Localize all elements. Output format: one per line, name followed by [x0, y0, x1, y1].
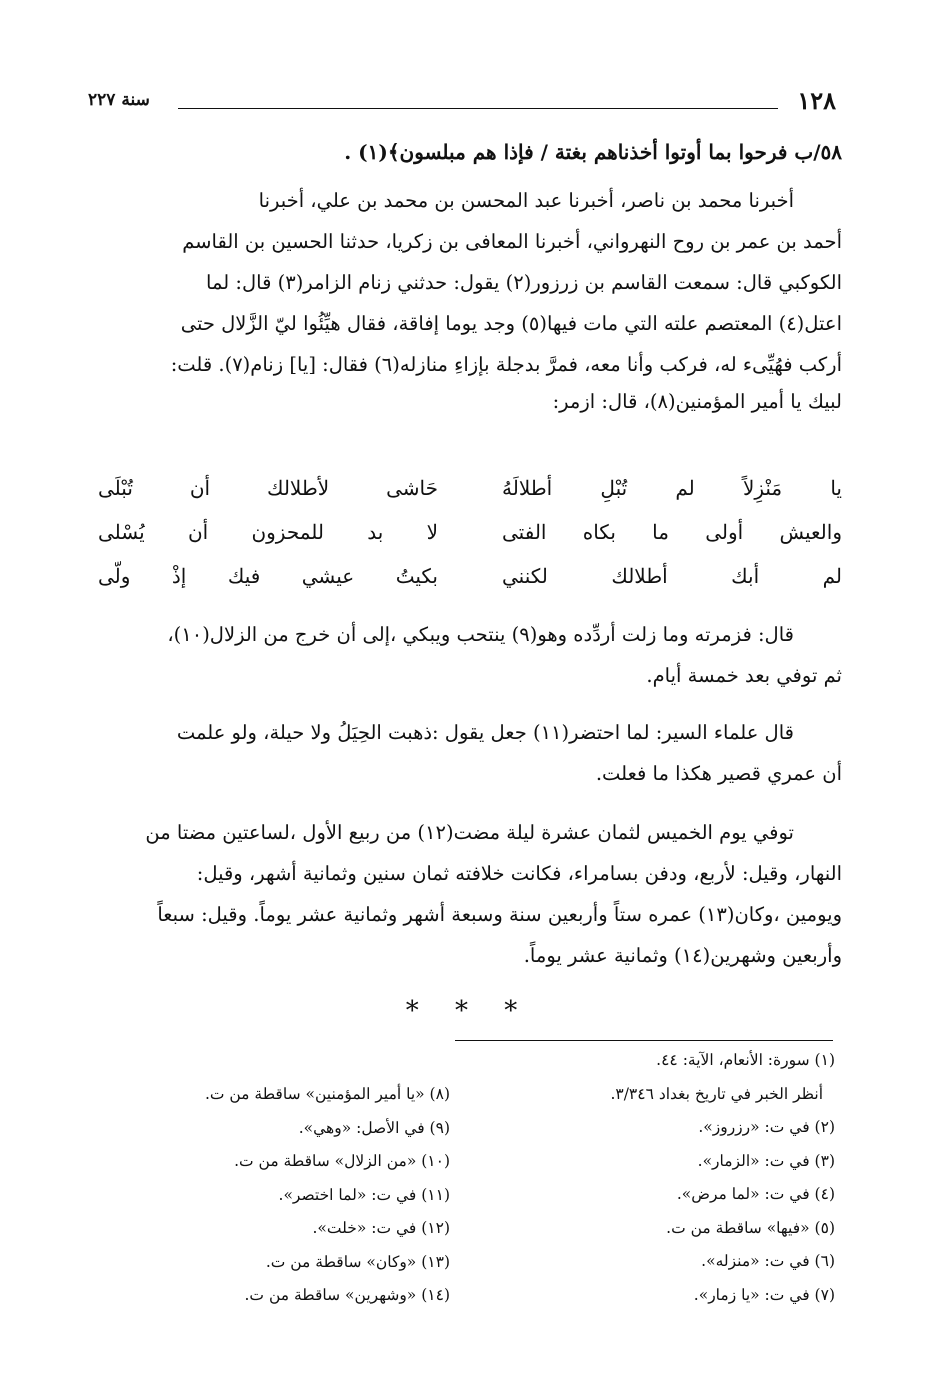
footnote: (٧) في ت: «يا زمار».: [693, 1285, 835, 1304]
text-line: أركب فهُيِّىء له، فركب وأنا معه، فمرَّ بدجلة بإزاءِ منازله(٦) فقال: [يا] زنام(٧). قلت:: [170, 353, 842, 376]
footnote: (٤) في ت: «لما مرض».: [676, 1185, 835, 1203]
footnote: (١٢) في ت: «خلت».: [312, 1219, 450, 1237]
footnote: (١١) في ت: «لما اختصر».: [278, 1185, 450, 1204]
paragraph-last-words: [98, 712, 842, 794]
poem-verse: [98, 466, 842, 510]
text-line: توفي يوم الخميس لثمان عشرة ليلة مضت(١٢) من ربيع الأول ،لساعتين مضتا من: [145, 821, 794, 844]
text-line: ويومين ،وكان(١٣) عمره ستاً وأربعين سنة وسبعة أشهر وثمانية عشر يوماً. وقيل: سبعاً: [157, 903, 842, 926]
poem-verse: [98, 510, 842, 554]
text-line: اعتل(٤) المعتصم علته التي مات فيها(٥) وجد يوما إفاقة، فقال هيِّئُوا ليّ الزَّلال حتى: [180, 312, 842, 335]
footnote: (٦) في ت: «منزله».: [701, 1252, 835, 1270]
paragraph-isnad: [98, 180, 842, 419]
footnote: (٨) «يا أمير المؤمنين» ساقطة من ت.: [204, 1085, 450, 1103]
footnote: (١٤) «وشهرين» ساقطة من ت.: [244, 1286, 450, 1304]
running-head-year: سنة ٢٢٧: [88, 90, 150, 110]
poem-hemistich-first: يا مَنْزِلاً لم تُبْلِ أطلالَهُ: [502, 476, 842, 500]
text-line: أخبرنا محمد بن ناصر، أخبرنا عبد المحسن بن محمد بن علي، أخبرنا: [258, 189, 794, 212]
footnote: (٢) في ت: «رزروز».: [698, 1118, 835, 1136]
poem-hemistich-second: حَاشى لأطلالك أن تُبْلَى: [98, 476, 438, 500]
paragraph-death: [98, 614, 842, 696]
footnote: (٥) «فيها» ساقطة من ت.: [666, 1218, 835, 1237]
footnotes-column-right: [485, 1044, 835, 1312]
poem-hemistich-second: لا بد للمحزون أن يُسْلى: [98, 520, 438, 544]
text-line: قال: فزمرته وما زلت أردِّده وهو(٩) ينتحب ويبكي ،إلى أن خرج من الزلال(١٠)،: [167, 623, 794, 646]
footnotes-column-left: [90, 1078, 450, 1313]
text-line: وأربعين وشهرين(١٤) وثمانية عشر يوماً.: [523, 944, 842, 967]
footnote: أنظر الخبر في تاريخ بغداد ٣/٣٤٦.: [610, 1084, 823, 1103]
text-line: النهار، وقيل: لأربع، ودفن بسامراء، فكانت خلافته ثمان سنين وثمانية أشهر، وقيل:: [196, 862, 842, 885]
footnote-rule: [455, 1040, 833, 1041]
quran-verse: ٥٨/ب فرحوا بما أوتوا أخذناهم بغتة / فإذا هم مبلسون﴾(١) .: [344, 140, 842, 164]
poem: [98, 466, 842, 598]
footnote: (١٠) «من الزلال» ساقطة من ت.: [234, 1152, 450, 1170]
text-line: لبيك يا أمير المؤمنين(٨)، قال: ازمر:: [552, 390, 842, 413]
text-line: ثم توفي بعد خمسة أيام.: [646, 664, 842, 687]
page-header: [88, 86, 836, 116]
poem-hemistich-first: والعيش أولى ما بكاه الفتى: [502, 520, 842, 544]
header-rule: [178, 108, 778, 109]
poem-hemistich-second: بكيتُ عيشي فيك إذْ ولّى: [98, 564, 438, 588]
poem-hemistich-first: لم أبك أطلالك لكنني: [502, 564, 842, 588]
text-line: أن عمري قصير هكذا ما فعلت.: [595, 762, 842, 785]
paragraph-date: [98, 812, 842, 976]
text-line: أحمد بن عمر بن روح النهرواني، أخبرنا المعافى بن زكريا، حدثنا الحسين بن القاسم: [182, 230, 842, 253]
page-number: ١٢٨: [797, 86, 836, 115]
section-separator: * * *: [405, 996, 532, 1026]
text-line: الكوكبي قال: سمعت القاسم بن زرزور(٢) يقول: حدثني زنام الزامر(٣) قال: لما: [206, 271, 842, 294]
footnote: (١) سورة: الأنعام، الآية: ٤٤.: [656, 1051, 835, 1069]
footnote: (٣) في ت: «الزمار».: [697, 1151, 835, 1170]
text-line: قال علماء السير: لما احتضر(١١) جعل يقول :ذهبت الحِيَلُ ولا حيلة، ولو علمت: [176, 721, 794, 744]
footnote: (٩) في الأصل: «وهي».: [298, 1118, 450, 1137]
poem-verse: [98, 554, 842, 598]
footnote: (١٣) «وكان» ساقطة من ت.: [265, 1252, 450, 1271]
